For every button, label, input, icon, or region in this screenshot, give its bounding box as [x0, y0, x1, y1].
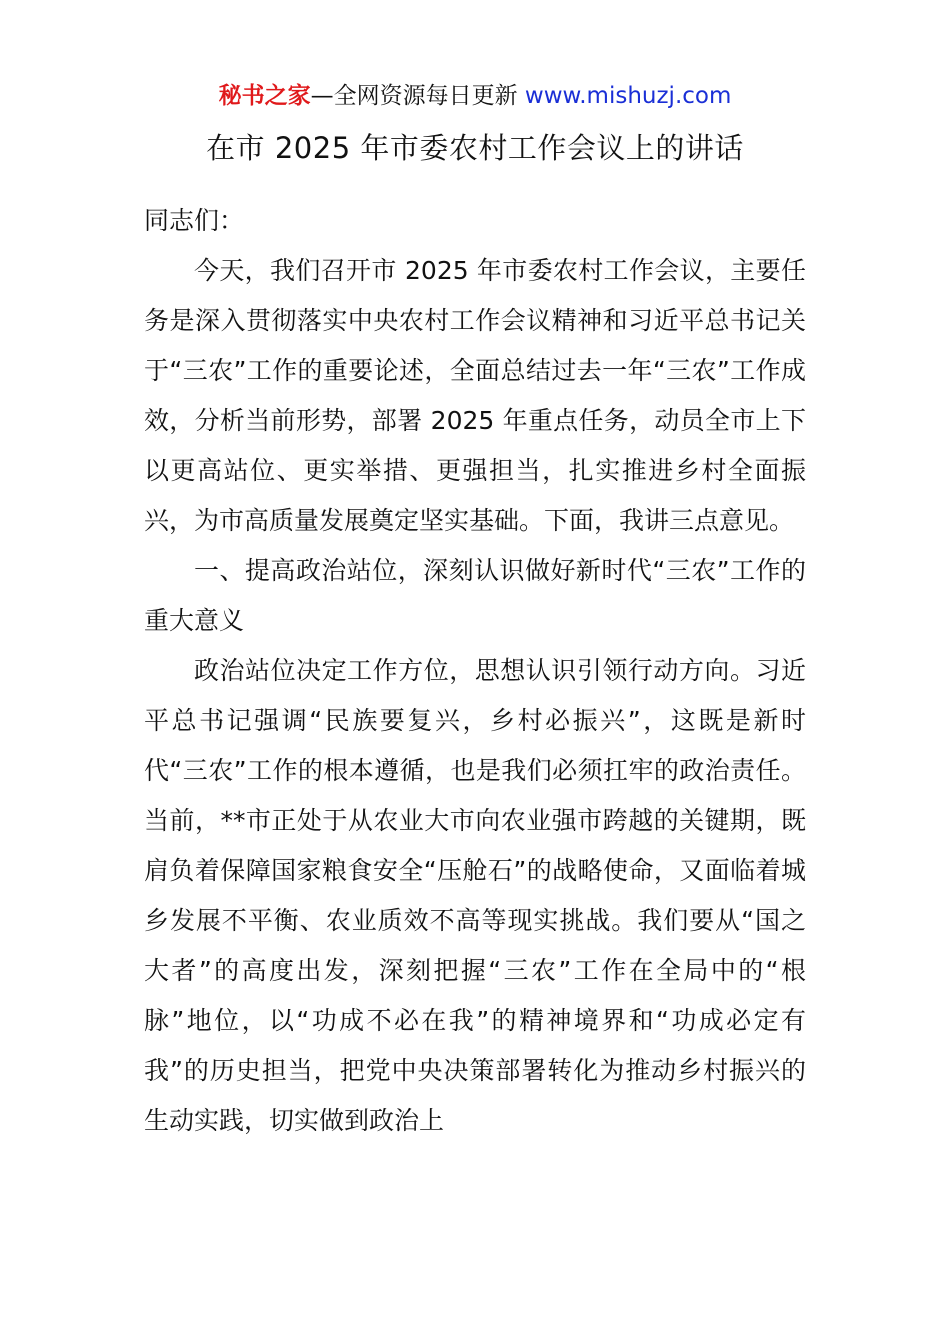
document-title: 在市 2025 年市委农村工作会议上的讲话 — [206, 131, 744, 165]
paragraph-intro: 今天，我们召开市 2025 年市委农村工作会议，主要任务是深入贯彻落实中央农村工作会议精神和习近平总书记关于“三农”工作的重要论述，全面总结过去一年“三农”工作成效，分析当前形势，部署 2025 年重点任务，动员全市上下以更高站位、更实举措、更强担当，扎实推进乡村全面振兴，为市高质量发展奠定坚实基础。下面，我讲三点意见。 — [144, 256, 806, 535]
salutation: 同志们： — [144, 206, 245, 235]
section-heading-1: 一、提高政治站位，深刻认识做好新时代“三农”工作的重大意义 — [144, 556, 806, 635]
brand-name: 秘书之家 — [218, 83, 311, 109]
site-header — [0, 80, 950, 112]
site-url-link[interactable]: www.mishuzj.com — [524, 83, 732, 109]
document-body — [144, 196, 806, 1146]
header-tagline: —全网资源每日更新 — [310, 83, 525, 109]
paragraph-section-1: 政治站位决定工作方位，思想认识引领行动方向。习近平总书记强调“民族要复兴，乡村必振兴”，这既是新时代“三农”工作的根本遵循，也是我们必须扛牢的政治责任。当前，**市正处于从农业大市向农业强市跨越的关键期，既肩负着保障国家粮食安全“压舱石”的战略使命，又面临着城乡发展不平衡、农业质效不高等现实挑战。我们要从“国之大者”的高度出发，深刻把握“三农”工作在全局中的“根脉”地位，以“功成不必在我”的精神境界和“功成必定有我”的历史担当，把党中央决策部署转化为推动乡村振兴的生动实践，切实做到政治上 — [144, 656, 806, 1135]
